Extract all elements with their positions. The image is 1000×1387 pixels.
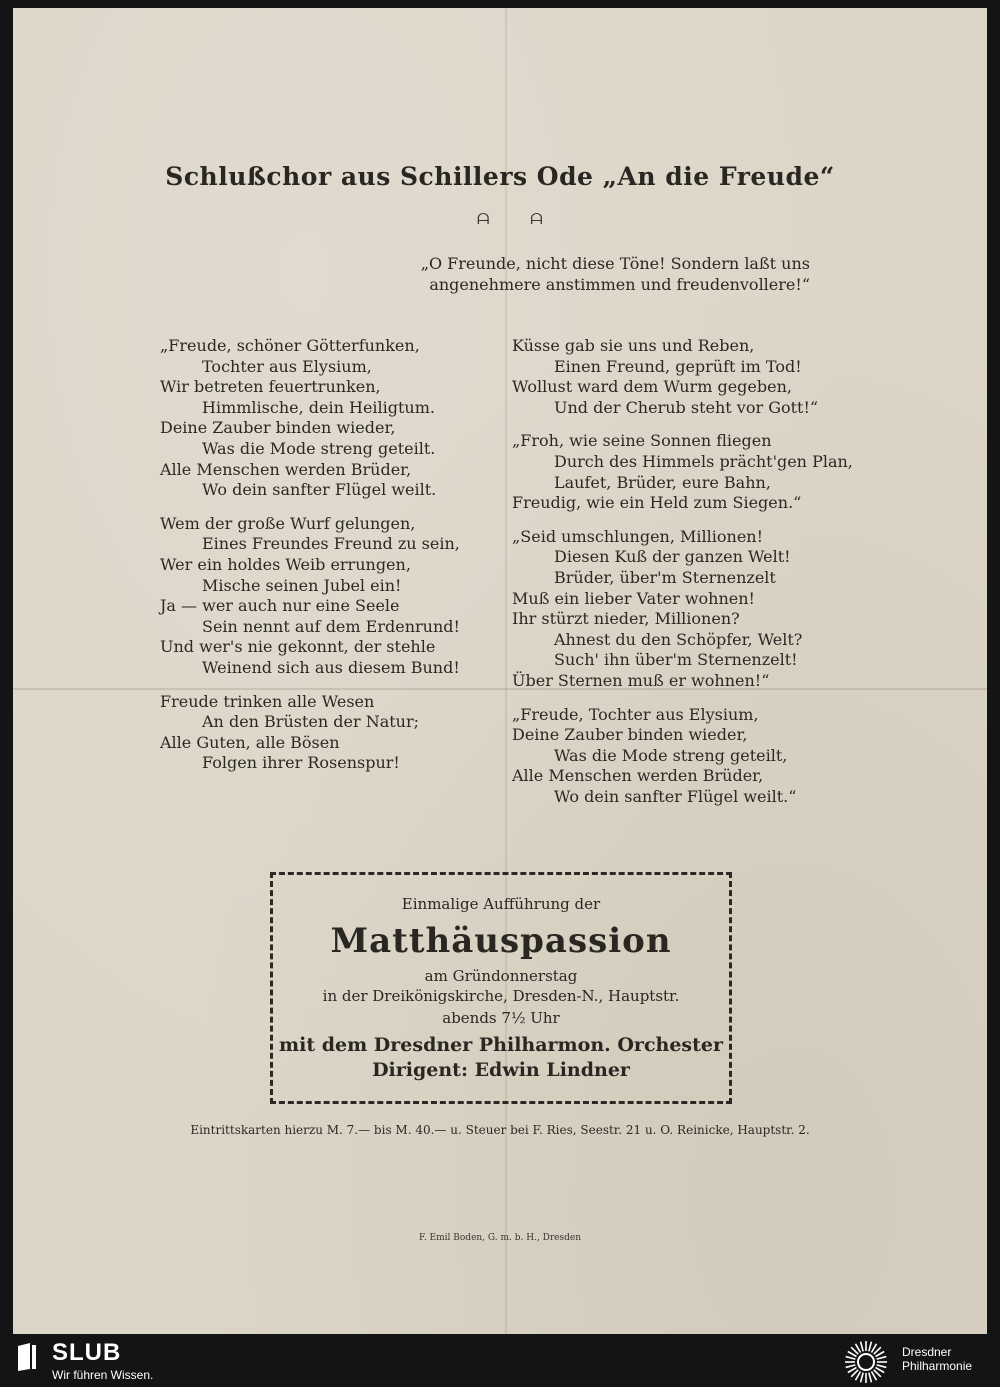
poem-line: Eines Freundes Freund zu sein,	[202, 534, 460, 554]
poem-line: Küsse gab sie uns und Reben,	[512, 336, 755, 355]
ticket-info: Eintrittskarten hierzu M. 7.— bis M. 40.— u. Steuer bei F. Ries, Seestr. 21 u. O. Reinicke, Hauptstr. 2.	[190, 1123, 810, 1137]
poem-right-column	[512, 336, 862, 820]
poem-stanza	[160, 514, 490, 679]
poem-line: Brüder, über'm Sternenzelt	[554, 567, 776, 587]
poem-line: Was die Mode streng geteilt,	[554, 745, 788, 765]
poem-line: Einen Freund, geprüft im Tod!	[554, 356, 802, 376]
poem-left-column	[160, 336, 490, 787]
announcement-orchestra: mit dem Dresdner Philharmon. Orchester	[279, 1034, 723, 1056]
poem-line: Such' ihn über'm Sternenzelt!	[554, 650, 798, 670]
announcement-date: am Gründonnerstag	[424, 967, 578, 985]
poem-line: Mische seinen Jubel ein!	[202, 575, 402, 595]
poem-line: Freudig, wie ein Held zum Siegen.“	[512, 493, 802, 513]
poem-line: Deine Zauber binden wieder,	[160, 418, 396, 438]
poem-line: An den Brüsten der Natur;	[202, 712, 420, 732]
poem-line: Wir betreten feuertrunken,	[160, 377, 381, 397]
poem-line: Deine Zauber binden wieder,	[512, 725, 748, 745]
poem-line: Und wer's nie gekonnt, der stehle	[160, 637, 436, 657]
announcement-title: Matthäuspassion	[330, 921, 672, 961]
announcement-venue: in der Dreikönigskirche, Dresden-N., Hauptstr.	[322, 987, 680, 1005]
poem-line: Muß ein lieber Vater wohnen!	[512, 588, 755, 608]
poem-line: Freude trinken alle Wesen	[160, 691, 375, 711]
poem-stanza	[512, 705, 862, 808]
announcement-intro: Einmalige Aufführung der	[401, 895, 601, 913]
slub-logo-icon	[16, 1342, 38, 1372]
poem-line: Tochter aus Elysium,	[202, 356, 372, 376]
poem-line: Wollust ward dem Wurm gegeben,	[512, 377, 792, 397]
poem-line: Ahnest du den Schöpfer, Welt?	[554, 629, 803, 649]
poem-line: Was die Mode streng geteilt.	[202, 438, 436, 458]
poem-line: Über Sternen muß er wohnen!“	[512, 670, 770, 690]
poem-line: Himmlische, dein Heiligtum.	[202, 397, 435, 417]
page-title: Schlußchor aus Schillers Ode „An die Freude“	[165, 162, 835, 191]
poem-line: Durch des Himmels prächt'gen Plan,	[554, 451, 853, 471]
poem-line: Sein nennt auf dem Erdenrund!	[202, 616, 460, 636]
philharmonie-logo-icon	[843, 1339, 889, 1385]
poem-line: Wo dein sanfter Flügel weilt.	[202, 480, 437, 500]
slub-logo-text[interactable]: SLUB	[52, 1339, 122, 1366]
poem-stanza	[512, 527, 862, 692]
poem-line: „Seid umschlungen, Millionen!	[512, 526, 764, 546]
poem-line: Weinend sich aus diesem Bund!	[202, 657, 460, 677]
poem-line: Folgen ihrer Rosenspur!	[202, 753, 400, 773]
poem-line: Wer ein holdes Weib errungen,	[160, 554, 411, 574]
poem-line: Laufet, Brüder, eure Bahn,	[554, 472, 771, 492]
footer-bar	[0, 1334, 1000, 1387]
poem-stanza	[512, 431, 862, 513]
poem-line: Ja — wer auch nur eine Seele	[160, 596, 400, 616]
poem-line: Wo dein sanfter Flügel weilt.“	[554, 786, 797, 806]
ornament: ᗩ ᗩ	[477, 210, 561, 228]
slub-tagline: Wir führen Wissen.	[52, 1368, 154, 1382]
epigraph-line: angenehmere anstimmen und freudenvollere!“	[429, 275, 810, 294]
philharmonie-line: Philharmonie	[902, 1359, 973, 1373]
poem-line: „Froh, wie seine Sonnen fliegen	[512, 431, 772, 451]
philharmonie-line: Dresdner	[902, 1345, 952, 1359]
poem-line: Ihr stürzt nieder, Millionen?	[512, 609, 740, 629]
announcement-box	[270, 872, 732, 1104]
poem-line: Und der Cherub steht vor Gott!“	[554, 397, 819, 417]
poem-line: Diesen Kuß der ganzen Welt!	[554, 547, 791, 567]
poem-line: „Freude, Tochter aus Elysium,	[512, 704, 759, 724]
poem-line: Alle Guten, alle Bösen	[160, 732, 340, 752]
philharmonie-logo-text[interactable]	[902, 1345, 972, 1373]
poem-line: Alle Menschen werden Brüder,	[160, 459, 412, 479]
poem-stanza	[512, 336, 862, 418]
poem-stanza	[160, 692, 490, 774]
poem-stanza	[160, 336, 490, 501]
printer-imprint: F. Emil Boden, G. m. b. H., Dresden	[418, 1233, 582, 1243]
announcement-time: abends 7½ Uhr	[442, 1009, 560, 1027]
epigraph	[370, 253, 810, 295]
announcement-conductor: Dirigent: Edwin Lindner	[372, 1059, 630, 1081]
poem-line: Wem der große Wurf gelungen,	[160, 513, 416, 533]
poem-line: „Freude, schöner Götterfunken,	[160, 336, 420, 355]
epigraph-line: „O Freunde, nicht diese Töne! Sondern laßt uns	[420, 254, 810, 273]
poem-line: Alle Menschen werden Brüder,	[512, 766, 764, 786]
